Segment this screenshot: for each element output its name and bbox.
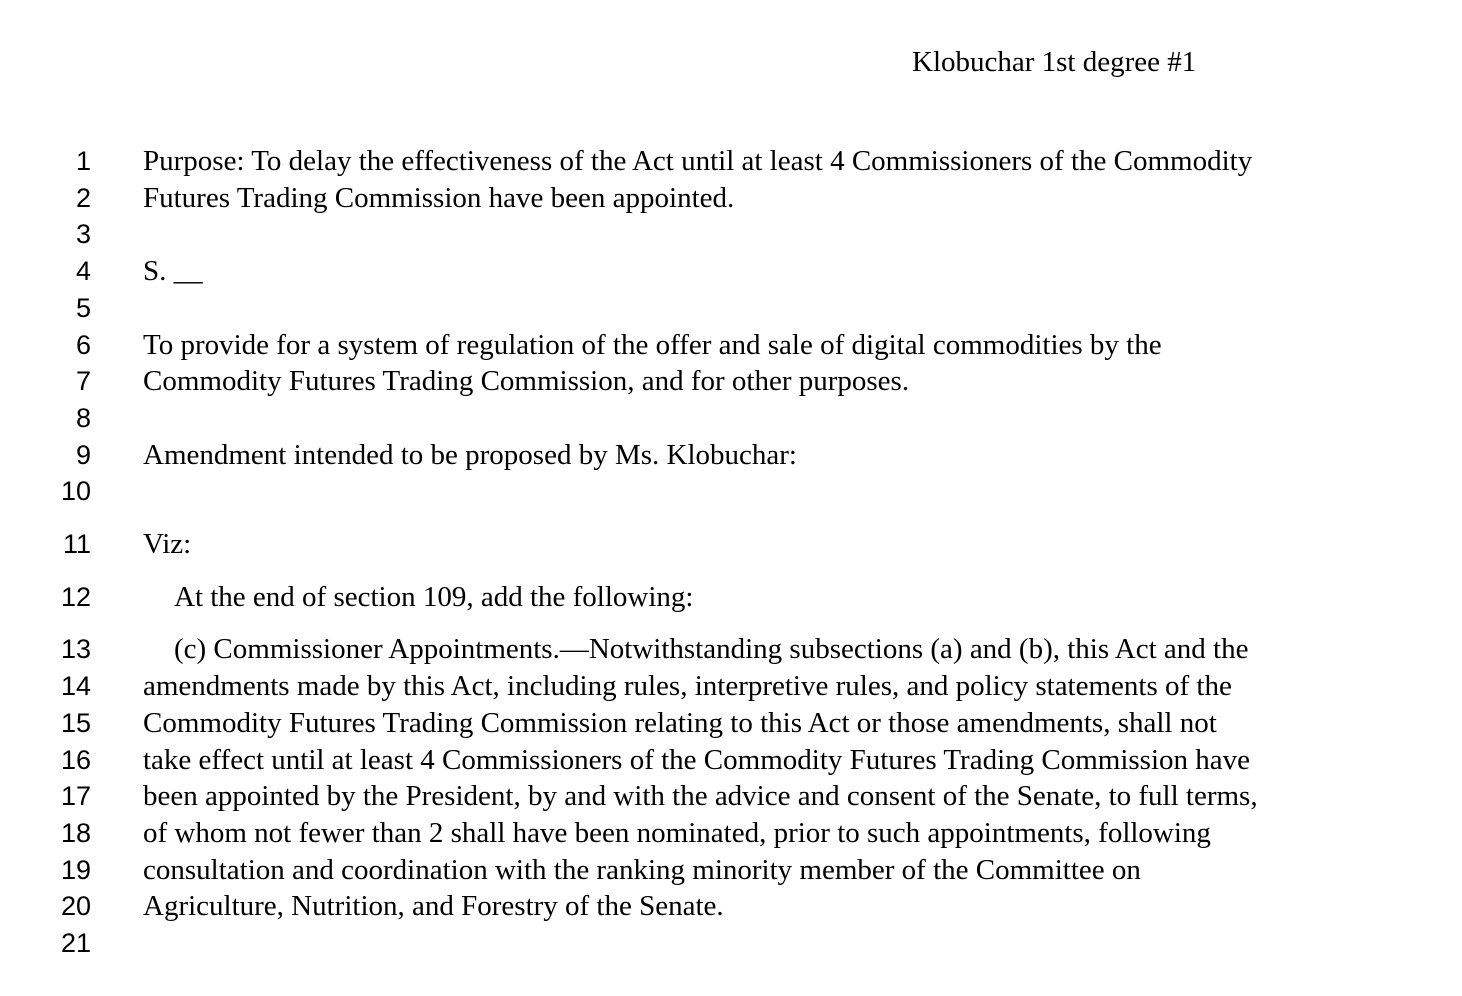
document-line <box>0 526 1462 563</box>
document-line <box>0 742 1462 779</box>
line-number: 8 <box>75 402 91 433</box>
line-text: Viz: <box>143 528 192 561</box>
document-line <box>0 180 1462 217</box>
line-text: Amendment intended to be proposed by Ms. Klobuchar: <box>143 438 797 471</box>
document-line <box>0 705 1462 742</box>
line-text: Agriculture, Nutrition, and Forestry of the Senate. <box>143 890 724 923</box>
line-number: 6 <box>75 329 91 360</box>
line-number: 21 <box>60 928 91 959</box>
line-number: 20 <box>60 891 91 922</box>
line-number: 9 <box>75 439 91 470</box>
line-number: 1 <box>75 146 91 176</box>
line-number: 4 <box>75 256 91 287</box>
line-text: Commodity Futures Trading Commission relating to this Act or those amendments, shall not <box>143 706 1217 739</box>
line-number: 5 <box>75 292 91 323</box>
document-header-label: Klobuchar 1st degree #1 <box>912 46 1197 78</box>
line-number: 13 <box>60 634 91 665</box>
line-text: take effect until at least 4 Commissioners of the Commodity Futures Trading Commission have <box>143 743 1251 776</box>
document-line <box>0 400 1462 437</box>
line-text: been appointed by the President, by and with the advice and consent of the Senate, to full terms, <box>143 780 1258 813</box>
line-number: 7 <box>75 366 91 397</box>
line-number: 14 <box>60 671 91 702</box>
line-text: of whom not fewer than 2 shall have been nominated, prior to such appointments, following <box>143 816 1211 849</box>
document-line <box>0 631 1462 668</box>
line-number: 18 <box>60 817 91 848</box>
document-line <box>0 778 1462 815</box>
line-number: 2 <box>75 182 91 213</box>
document-line <box>0 216 1462 253</box>
document-line <box>0 668 1462 705</box>
line-text: Futures Trading Commission have been appointed. <box>143 181 735 214</box>
document-line <box>0 815 1462 852</box>
line-text: amendments made by this Act, including rules, interpretive rules, and policy statements of the <box>143 670 1232 703</box>
line-number: 17 <box>60 781 91 812</box>
document-line <box>0 253 1462 290</box>
document-line <box>0 579 1462 616</box>
document-line <box>0 143 1462 180</box>
line-text: (c) Commissioner Appointments.—Notwithstanding subsections (a) and (b), this Act and the <box>174 633 1249 666</box>
line-number: 11 <box>62 529 91 560</box>
document-line <box>0 327 1462 364</box>
line-text: At the end of section 109, add the following: <box>174 580 694 613</box>
line-text: S. __ <box>143 255 203 288</box>
line-text: To provide for a system of regulation of the offer and sale of digital commodities by the <box>143 328 1162 361</box>
line-number: 10 <box>60 476 91 507</box>
document-body <box>0 143 1462 962</box>
document-line <box>0 363 1462 400</box>
document-line <box>0 888 1462 925</box>
line-number: 16 <box>60 744 91 775</box>
document-line <box>0 473 1462 510</box>
document-line <box>0 852 1462 889</box>
line-text: Purpose: To delay the effectiveness of the Act until at least 4 Commissioners of the Commodity <box>143 145 1253 177</box>
line-number: 12 <box>60 581 91 612</box>
line-number: 15 <box>60 707 91 738</box>
document-line <box>0 925 1462 962</box>
line-number: 3 <box>75 219 91 250</box>
line-number: 19 <box>60 854 91 885</box>
document-line <box>0 437 1462 474</box>
line-text: Commodity Futures Trading Commission, and for other purposes. <box>143 365 910 398</box>
line-text: consultation and coordination with the ranking minority member of the Committee on <box>143 853 1141 886</box>
document-line <box>0 290 1462 327</box>
